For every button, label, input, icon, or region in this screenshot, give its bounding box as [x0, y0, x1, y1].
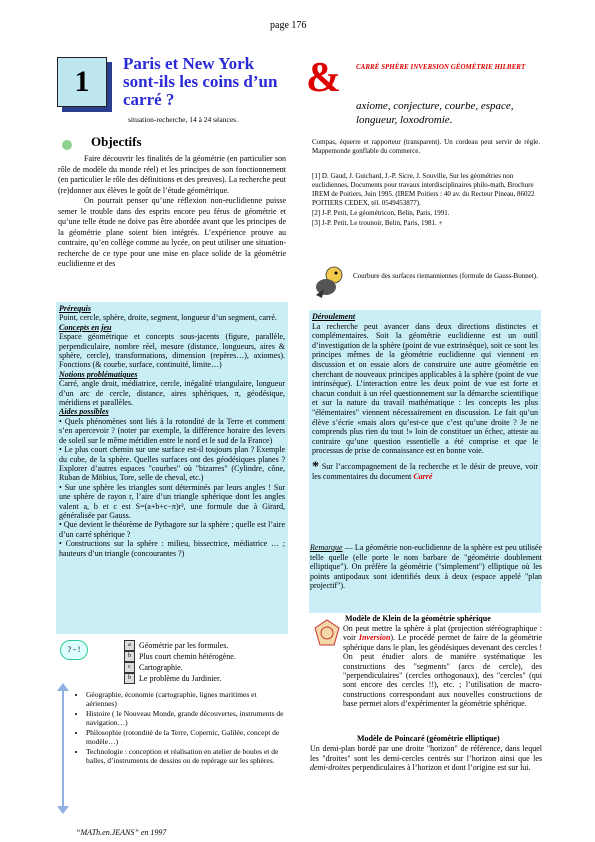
activity-number: 1 [57, 57, 107, 107]
related-item[interactable] [124, 673, 294, 684]
keywords: axiome, conjecture, courbe, espace, longueur, loxodromie. [356, 100, 514, 126]
prerequis-text: Point, cercle, sphère, droite, segment, longueur d’un segment, carré. [59, 313, 277, 323]
deroulement-heading: Déroulement [312, 312, 356, 321]
inversion-link[interactable]: Inversion [358, 633, 391, 643]
interdisciplinary-list [76, 690, 286, 766]
objectifs-p1: Faire découvrir les finalités de la géométrie (en particulier son rôle de modèle du monde réel) et les principes de son fonctionnement (en particulier le rôle des définitions et des preuves). La recherche peut (re)donner aux élèves le goût de l’étude géométrique. [58, 154, 286, 195]
page-subtitle: situation-recherche, 14 à 24 séances. [128, 115, 238, 124]
pedagogy-box [56, 302, 288, 634]
suivi-row [312, 459, 539, 482]
objectifs-text [58, 154, 286, 270]
remarque-heading: Remarque [310, 543, 343, 552]
notions-text: Carré, angle droit, médiatrice, cercle, inégalité triangulaire, longueur d’un arc de cercle, distance, aires sphériques, π, géodésique, méridiens et parallèles. [59, 379, 285, 408]
list-item: • Technologie : conception et réalisation en atelier de boules et de balles, d’instruments de dessins ou de repérage sur les sphères. [86, 747, 286, 765]
question-bubble-icon: ? - ! [60, 640, 88, 660]
courbure-text: Courbure des surfaces riemanniennes (formule de Gauss-Bonnet). [353, 272, 538, 280]
klein-title: Modèle de Klein de la géométrie sphérique [345, 614, 491, 623]
poincare-title: Modèle de Poincaré (géométrie elliptique) [357, 734, 500, 743]
remarque-text: — La géométrie non-euclidienne de la sphère est peu utilisée telle quelle (elle porte le nom barbare de "géométrie doublement elliptique"). On préfère la géométrie ("simplement") elliptique où les points antipodaux sont identifiés deux à deux (espace appelé "plan projectif"). [310, 543, 542, 591]
objectifs-title: Objectifs [91, 134, 142, 149]
doc-tag-icon: b [124, 673, 135, 684]
bullet-dot-icon [62, 140, 72, 150]
related-item-label: Plus court chemin hétérogène. [139, 652, 236, 661]
concepts-heading: Concepts en jeu [59, 322, 112, 332]
ampersand-icon: & [306, 55, 341, 101]
related-item-label: Le problème du Jardinier. [139, 674, 222, 683]
list-item: • Géographie, économie (cartographie, lignes maritimes et aériennes) [86, 690, 286, 708]
concepts-text: Espace géométrique et concepts sous-jacents (figure, parallèle, perpendiculaire, nombre réel, mesure (distance, longueurs, aires & sphère, cercle), transformations, dimension (repères…), axiomes). Fonctions (& courbe, surface, continuité, limite…) [59, 332, 285, 370]
poincare-text-b: perpendiculaires à l’horizon et dont l’origine est sur lui. [350, 763, 531, 773]
doc-tag-icon: c [124, 662, 135, 673]
carre-link[interactable]: Carré [413, 471, 433, 481]
aides-heading: Aides possibles [59, 407, 109, 417]
list-item: • Philosophie (rotondité de la Terre, Copernic, Galilée, concept de modèle…) [86, 728, 286, 746]
aides-item: • Que devient le théorème de Pythagore sur la sphère ; quelle est l’aire d’un carré sphérique ? [59, 520, 285, 539]
related-item-label: Géométrie par les formules. [139, 641, 229, 650]
aides-item: • Constructions sur la sphère : milieu, bissectrice, médiatrice … ; hauteurs d’un triangle (concourantes ?) [59, 539, 285, 558]
arrow-down-icon [57, 806, 69, 814]
poincare-text-a: Un demi-plan bordé par une droite "horizon" de référence, dans lequel les "droites" sont les demi-cercles centrés sur l’horizon ainsi que les [310, 744, 542, 763]
arrow-line [62, 690, 64, 808]
remarque [310, 543, 542, 591]
notions-heading: Notions problématiques [59, 369, 138, 379]
poincare-text-it: demi-droites [310, 763, 351, 773]
bird-icon [312, 265, 348, 299]
related-item-label: Cartographie. [139, 663, 183, 672]
klein-text-a: On peut mettre la sphère à plat (projection stéréographique : voir [343, 624, 542, 643]
related-item[interactable] [124, 651, 294, 662]
list-item: • Histoire ( le Nouveau Monde, grande découvertes, instruments de navigation…) [86, 709, 286, 727]
star-icon: * [312, 459, 319, 475]
related-documents [124, 640, 294, 684]
deroulement-text: La recherche peut avancer dans deux directions distinctes et complémentaires. Soit la géométrie euclidienne est un outil d’investigation de la sphère (point de vue extrinsèque), soit ce sont les principes mêmes de la géométrie euclidienne qui viennent en discussion et on essaie alors de construire une autre géométrie en cherchant de nouveaux principes applicables à la sphère (point de vue intrinsèque). L’interaction entre les deux point de vue est forte et chacun conduit à un réel questionnement sur la démarche scientifique et sur la nature du travail mathématique : les concepts les plus "élémentaires" viennent nécessairement en discussion. Le fait qu’un élève s’écrie «mais alors qu’est-ce que c’est qu’une droite ? Je ne comprends plus rien du tout !» loin de constituer un échec, atteste au contraire qu’une question essentielle a été comprise et que le processus de prise de connaissance est en bonne voie. [312, 321, 538, 456]
page-title: Paris et New York sont-ils les coins d’un carré ? [123, 54, 278, 109]
references [312, 172, 540, 229]
objectifs-p2: On pourrait penser qu’une réflexion non-euclidienne puisse semer le trouble dans des esprits encore peu férus de géométrie et qu’une telle étude ne doive pas être abordée avant que les principes de la géométrie plane soient bien intégrés. L’expérience prouve au contraire, qu’en collège comme au lycée, on peut utiliser une situation-recherche de ce type pour une mise en place solide de la géométrie euclidienne et des [58, 196, 286, 268]
reference-item: [3] J-P. Petit, Le trounoir, Belin, Paris, 1981. + [312, 219, 443, 227]
related-item[interactable] [124, 640, 294, 651]
materiel-text: Compas, équerre et rapporteur (transparent). Un cordeau peut servir de règle. Mappemonde gonflable du commerce. [312, 138, 540, 155]
footer: “MATh.en.JEANS” en 1997 [76, 828, 167, 837]
aides-item: • Le plus court chemin sur une surface est-il toujours plan ? Exemple du cube, de la sphère. Quelles surfaces ont des géodésiques planes ? Explorer d’autres espaces "courbes" où "bizarres" (Cylindre, cône, Ruban de Möbius, Tore, selle de cheval, etc.) [59, 445, 285, 483]
prerequis-heading: Prérequis [59, 304, 91, 313]
suivi-text: Sur l’accompagnement de la recherche et le désir de preuve, voir les commentaires du document [312, 461, 539, 481]
poincare-text [310, 744, 542, 773]
doc-tag-icon: a [124, 640, 135, 651]
klein-text-b: ). Le procédé permet de faire de la géométrie sphérique dans le plan, les géodésiques devenant des cercles ! On peut étudier alors de manière systématique les constructions des "segments" (arcs de cercle), des "perpendiculaires" (cercles orthogonaux), des "cercles" (qui sont encore des cercles !!), etc. ; l’utilisation de macro-constructions correspondant aux nouvelles constructions de base permet alors d’expérimenter la géométrie sphérique. [343, 633, 543, 709]
related-item[interactable] [124, 662, 294, 673]
aides-item: • Quels phénomènes sont liés à la rotondité de la Terre et comment s’en apercevoir ? (noter par exemple, la différence horaire des levers de soleil sur le même méridien entre le nord et le sud de la France) [59, 416, 285, 445]
carre-title: CARRÉ SPHÈRE INVERSION GÉOMÉTRIE HILBERT [356, 63, 526, 71]
page-number: page 176 [270, 20, 307, 31]
aides-item: • Sur une sphère les triangles sont déterminés par leurs angles ! Sur une sphère de rayon r, l’aire d’un triangle sphérique dont les angles valent a, b et c est S=(a+b+c−π)r², une formule due à Girard, généralisée par Gauss. [59, 482, 285, 520]
doc-tag-icon: b [124, 651, 135, 662]
reference-item: [2] J-P. Petit, Le géométricon, Belin, Paris, 1991. [312, 209, 450, 217]
klein-text [310, 624, 542, 709]
reference-item: [1] D. Gaud, J. Guichard, J.-P. Sicre, J. Souville, Sur les géométries non euclidiennes, Documents pour travaux interdisciplinaires philo-math, Brochure IREM de Poitiers, Juin 1995. (IREM Poitiers : 40 av. du Recteur Pineau, 86022 POITIERS CEDEX, tél. 0549453877). [312, 172, 535, 207]
